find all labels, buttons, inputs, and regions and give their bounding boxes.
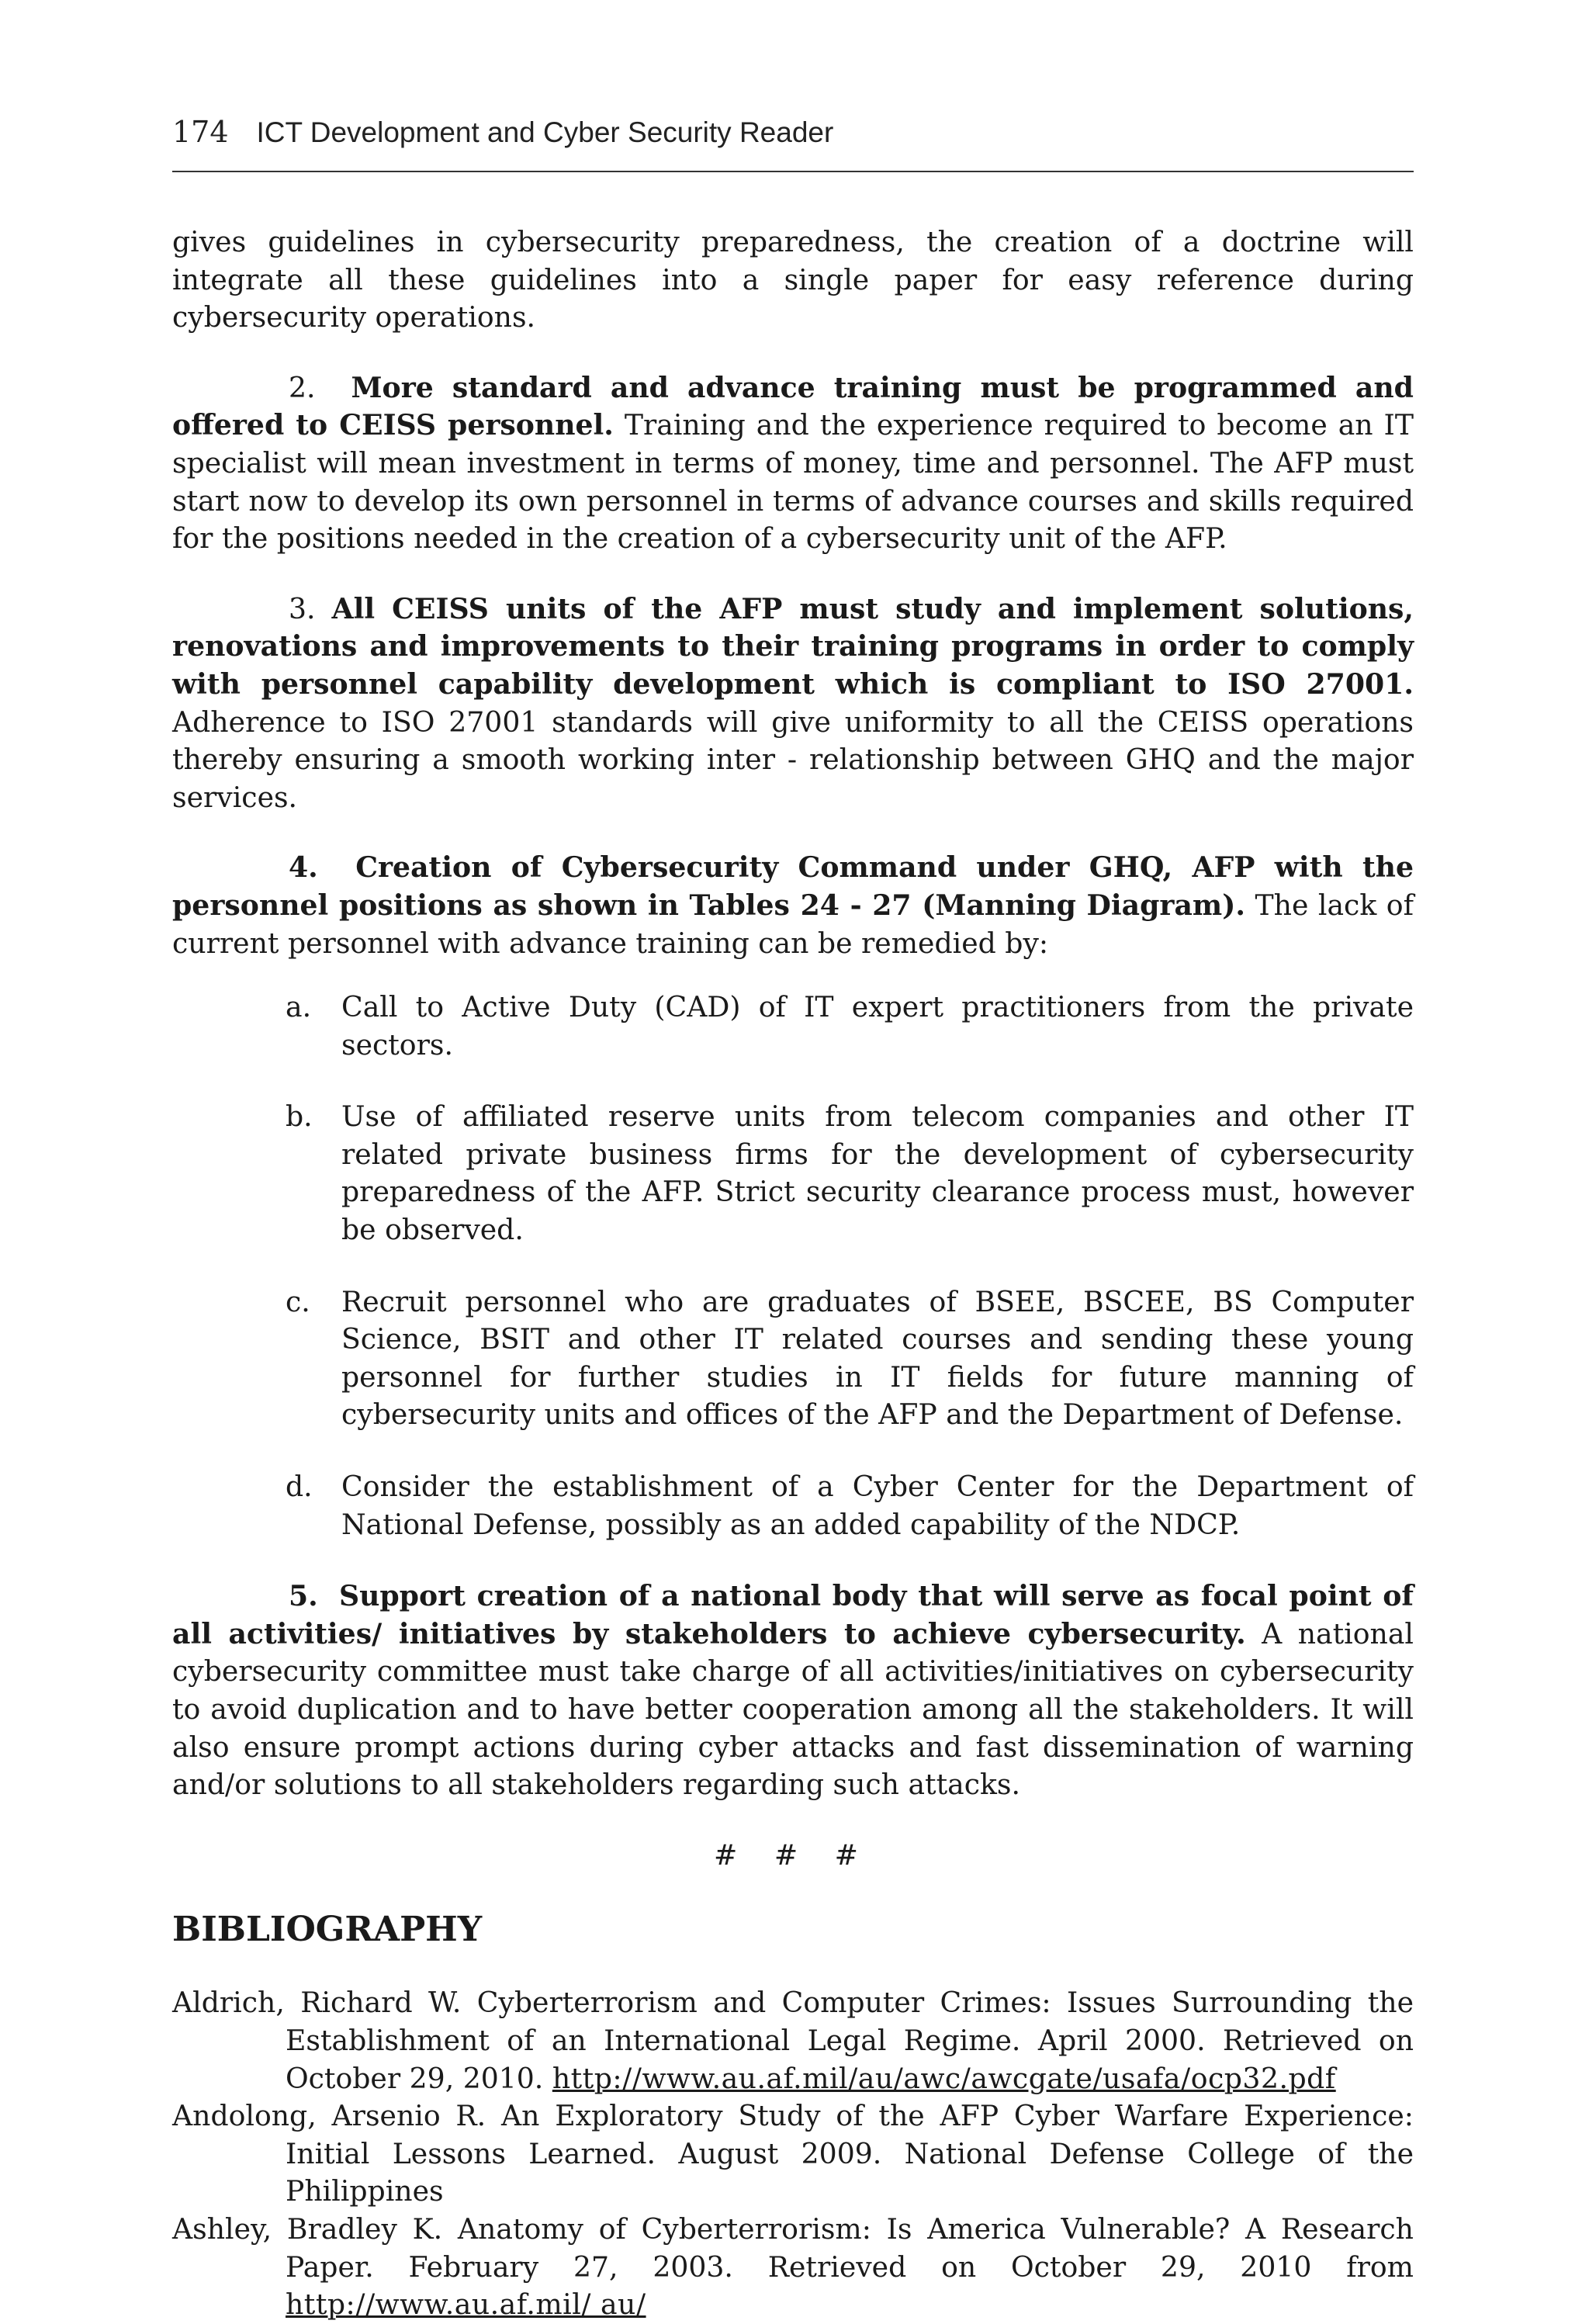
recommendation-heading: More standard and advance training must be programmed and offered to CEISS personnel. [172, 370, 1414, 442]
recommendation-number: 4. [289, 850, 318, 885]
running-title: ICT Development and Cyber Security Reader [256, 116, 834, 148]
bibliography-entry [172, 2211, 1414, 2324]
list-item-text: Consider the establishment of a Cyber Center for the Department of National Defense, possibly as an added capability of the NDCP. [341, 1470, 1414, 1541]
bibliography-entry-text: Ashley, Bradley K. Anatomy of Cyberterrorism: Is America Vulnerable? A Research Paper. February 27, 2003. Retrieved on October 29, 2010 from [172, 2211, 1414, 2284]
bibliography-entry-text: Aldrich, Richard W. Cyberterrorism and Computer Crimes: Issues Surrounding the Establishment of an International Legal Regime. April 2000. Retrieved on October 29, 2010. [172, 1986, 1414, 2095]
recommendation-number: 3. [289, 591, 316, 625]
list-marker: a. [286, 990, 312, 1024]
list-item [172, 1283, 1414, 1434]
recommendation-number: 2. [289, 370, 316, 404]
page-number: 174 [172, 115, 229, 149]
main-text [172, 223, 1414, 2324]
bibliography-entry-text: Andolong, Arsenio R. An Exploratory Study of the AFP Cyber Warfare Experience: Initial Lessons Learned. August 2009. National Defense College of the Philippines [172, 2099, 1414, 2208]
recommendation-number: 5. [289, 1579, 318, 1613]
list-marker: c. [286, 1284, 310, 1318]
list-marker: b. [286, 1100, 313, 1134]
recommendation-4 [172, 849, 1414, 962]
section-separator: # # # [714, 1837, 872, 1872]
list-item [172, 989, 1414, 1064]
list-marker: d. [286, 1470, 313, 1504]
recommendation-2 [172, 369, 1414, 558]
recommendation-body: The lack of current personnel with advance training can be remedied by: [172, 888, 1414, 960]
remedy-list [172, 989, 1414, 1543]
bibliography-entry [172, 2097, 1414, 2211]
recommendation-heading: Creation of Cybersecurity Command under GHQ, AFP with the personnel positions as shown in Tables 24 - 27 (Manning Diagram). [172, 850, 1414, 922]
running-header [172, 109, 1414, 155]
recommendation-body: Training and the experience required to become an IT specialist will mean investment in terms of money, time and personnel. The AFP must start now to develop its own personnel in terms of advance courses and skills required for the positions needed in the creation of a cybersecurity unit of the AFP. [172, 408, 1414, 556]
recommendation-3 [172, 591, 1414, 817]
recommendation-body: A national cybersecurity committee must take charge of all activities/initiatives on cybersecurity to avoid duplication and to have better cooperation among all the stakeholders. It will also ensure prompt actions during cyber attacks and fast dissemination of warning and/or solutions to all stakeholders regarding such attacks. [172, 1616, 1414, 1802]
list-item [172, 1098, 1414, 1249]
recommendation-body: Adherence to ISO 27001 standards will give uniformity to all the CEISS operations thereby ensuring a smooth working inter - relationship between GHQ and the major services. [172, 705, 1414, 814]
list-item-text: Recruit personnel who are graduates of BSEE, BSCEE, BS Computer Science, BSIT and other IT related courses and sending these young personnel for further studies in IT fields for future manning of cybersecurity units and offices of the AFP and the Department of Defense. [341, 1284, 1414, 1432]
bibliography-heading: BIBLIOGRAPHY [172, 1910, 483, 1950]
reference-link[interactable]: http://www.au.af.mil/au/awc/awcgate/usafa/ocp32.pdf [552, 2061, 1336, 2095]
list-item-text: Use of affiliated reserve units from telecom companies and other IT related private business firms for the development of cybersecurity preparedness of the AFP. Strict security clearance process must, however be observed. [341, 1100, 1414, 1247]
recommendation-heading: All CEISS units of the AFP must study and implement solutions, renovations and improvements to their training programs in order to comply with personnel capability development which is compliant to ISO 27001. [172, 591, 1414, 701]
recommendation-5 [172, 1578, 1414, 1804]
intro-paragraph: gives guidelines in cybersecurity preparedness, the creation of a doctrine will integrate all these guidelines into a single paper for easy reference during cybersecurity operations. [172, 225, 1414, 334]
recommendation-heading: Support creation of a national body that will serve as focal point of all activities/ initiatives by stakeholders to achieve cybersecurity. [172, 1579, 1414, 1650]
bibliography-entry [172, 1984, 1414, 2097]
reference-link[interactable]: http://www.au.af.mil/ au/ [286, 2288, 646, 2322]
header-divider [172, 171, 1414, 172]
list-item [172, 1468, 1414, 1543]
list-item-text: Call to Active Duty (CAD) of IT expert practitioners from the private sectors. [341, 990, 1414, 1062]
